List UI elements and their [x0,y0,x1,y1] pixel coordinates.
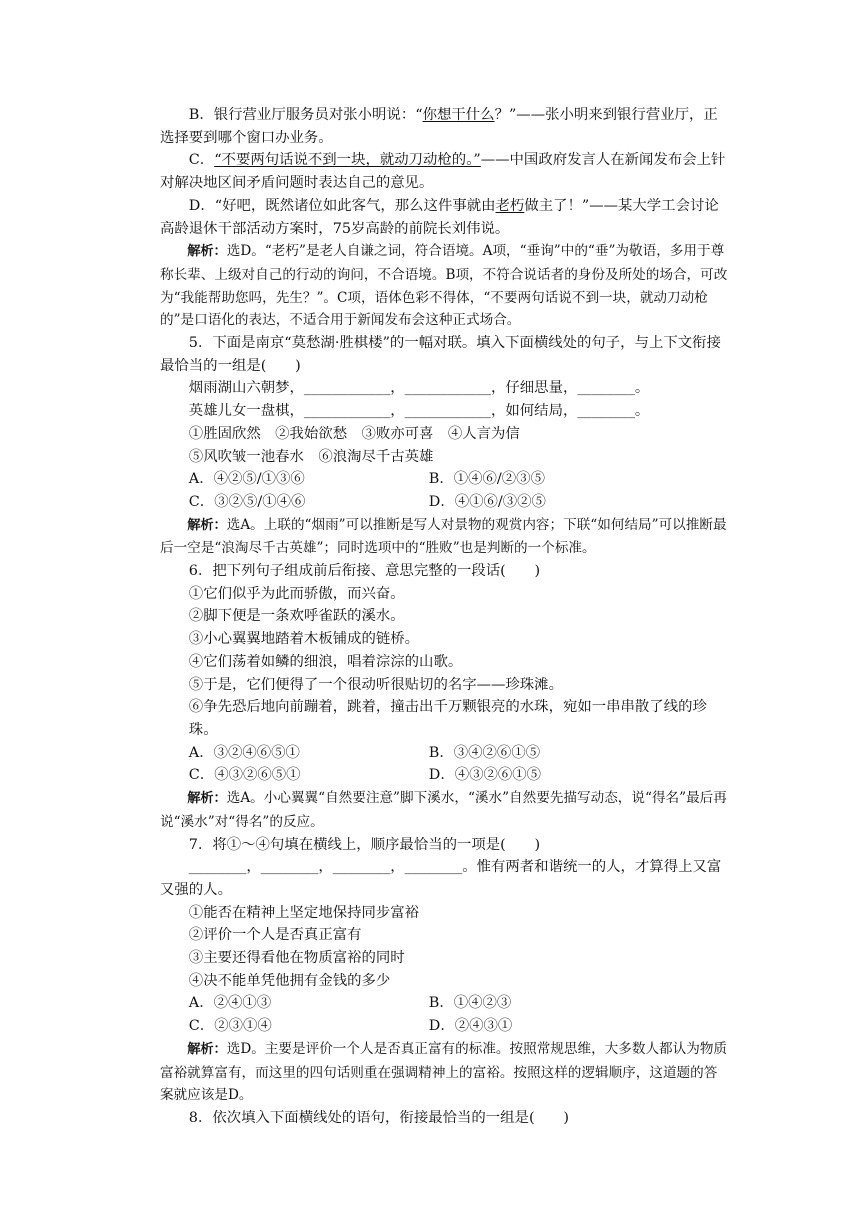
q4-option-c [160,149,730,194]
text: D．“好吧，既然诸位如此客气，那么这件事就由 [188,197,496,214]
q5-options-row-2 [160,491,730,514]
q5-couplet-line-2: 英雄儿女一盘棋，____________，____________，如何结局，________。 [188,403,650,420]
q6-sentence-1: ①它们似乎为此而骄傲，而兴奋。 [188,585,405,602]
q7-sentence-1: ①能否在精神上坚定地保持同步富裕 [188,904,420,921]
q7-sentence-3: ③主要还得看他在物质富裕的同时 [188,950,405,967]
q7-sentence-2: ②评价一个人是否真正富有 [188,927,362,944]
q7-option-c: C．②③①④ [188,1018,272,1035]
q5-options-row-1 [160,468,730,491]
explanation-text: 选A。上联的“烟雨”可以推断是写人对景物的观赏内容；下联“如何结局”可以推断最后一空是“浪淘尽千古英雄”；同时选项中的“胜败”也是判断的一个标准。 [160,516,727,557]
q4-explanation [160,240,730,332]
q6-option-a: A．③②④⑥⑤① [188,744,300,761]
text: ——中国政府发言人在新闻发布会上针对解决地区间矛盾问题时表达自己的意见。 [160,152,726,192]
underlined-text: “不要两句话说不到一块，就动刀动枪的。” [214,152,481,169]
underlined-text: 老朽 [495,197,525,214]
text: B．银行营业厅服务员对张小明说：“ [188,107,423,123]
q6-options-row-1 [160,742,730,765]
exercise-content [160,104,730,1130]
explanation-label: 解析： [187,517,227,533]
text: 做主了！”——某大学工会讨论高龄退休干部活动方案时，75岁高龄的前院长刘伟说。 [160,197,719,237]
q7-option-d: D．②④③① [428,1018,513,1035]
q6-sentence-2: ②脚下便是一条欢呼雀跃的溪水。 [188,608,405,625]
q5-items-1: ①胜固欣然 ②我始欲愁 ③败亦可喜 ④人言为信 [188,425,520,442]
q6-sentence-6: ⑥争先恐后地向前蹦着，跳着，撞击出千万颗银亮的水珠，宛如一串串散了线的珍珠。 [188,699,707,738]
q7-sentence-4: ④决不能单凭他拥有金钱的多少 [188,972,391,989]
explanation-label: 解析： [187,1041,227,1057]
q6-stem: 6．把下列句子组成前后衔接、意思完整的一段话( ) [188,563,541,580]
text: ？”——张小明来到银行营业厅，正选择要到哪个窗口办业务。 [160,107,718,146]
q7-explanation [160,1038,730,1107]
q6-option-b: B．③④②⑥①⑤ [428,744,541,761]
q5-option-d: D．④①⑥/③②⑤ [428,493,546,510]
q5-couplet-line-1: 烟雨湖山六朝梦，____________，____________，仔细思量，________。 [188,380,650,397]
q7-option-b: B．①④②③ [428,995,512,1012]
q7-options-row-1 [160,992,730,1015]
q6-option-c: C．④③②⑥⑤① [188,767,301,784]
q7-stem: 7．将①～④句填在横线上，顺序最恰当的一项是( ) [188,836,541,853]
explanation-text: 选D。主要是评价一个人是否真正富有的标准。按照常规思维，大多数人都认为物质富裕就算富有，而这里的四句话则重在强调精神上的富裕。按照这样的逻辑顺序，这道题的答案就应该是D。 [160,1040,728,1104]
q6-explanation [160,787,730,833]
q6-sentence-3: ③小心翼翼地踏着木板铺成的链桥。 [188,631,420,648]
q5-option-b: B．①④⑥/②③⑤ [428,471,545,488]
q5-option-c: C．③②⑤/①④⑥ [188,493,306,510]
q4-option-b [160,104,730,149]
q7-option-a: A．②④①③ [188,995,272,1012]
q6-sentence-5: ⑤于是，它们便得了一个很动听很贴切的名字——珍珠滩。 [188,676,563,693]
explanation-text: 选A。小心翼翼“自然要注意”脚下溪水，“溪水”自然要先描写动态，说“得名”最后再说“溪水”对“得名”的反应。 [160,790,727,830]
q6-option-d: D．④③②⑥①⑤ [428,767,542,784]
q6-sentence-4: ④它们荡着如鳞的细浪，唱着淙淙的山歌。 [188,653,463,670]
underlined-text: 你想干什么 [422,107,495,123]
explanation-label: 解析： [187,791,227,807]
q5-stem: 5．下面是南京“莫愁湖·胜棋楼”的一幅对联。填入下面横线处的句子，与上下文衔接最恰当的一组是( ) [160,335,721,374]
q5-explanation [160,514,730,560]
text: C． [188,152,215,169]
q6-options-row-2 [160,764,730,787]
explanation-label: 解析： [187,244,227,260]
q5-items-2: ⑤风吹皱一池春水 ⑥浪淘尽千古英雄 [188,448,434,465]
q7-fill-line: ________，________，________，________。惟有两者和谐统一的人，才算得上又富又强的人。 [160,859,722,898]
q7-options-row-2 [160,1015,730,1038]
q4-option-d [160,195,730,240]
q5-option-a: A．④②⑤/①③⑥ [188,471,305,488]
q8-stem: 8．依次填入下面横线处的语句，衔接最恰当的一组是( ) [188,1109,569,1126]
explanation-text: 选D。“老朽”是老人自谦之词，符合语境。A项，“垂询”中的“垂”为敬语，多用于尊称长辈、上级对自己的行动的询问，不合语境。B项，不符合说话者的身份及所处的场合，可改为“我能帮助您吗，先生？”。C项，语体色彩不得体，“不要两句话说不到一块，就动刀动枪的”是口语化的表达，不适合用于新闻发布会这种正式场合。 [160,243,728,329]
